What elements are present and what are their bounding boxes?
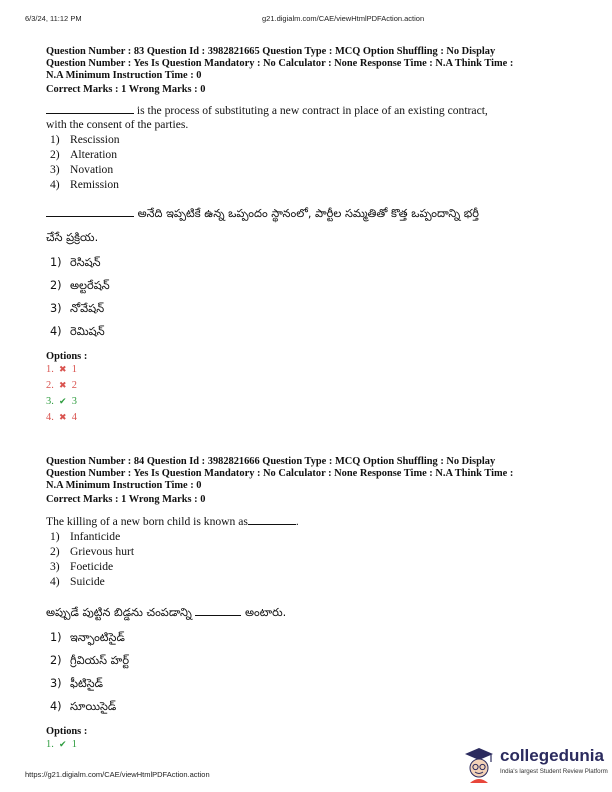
option-item: 3) Foeticide [50,560,114,573]
logo-tagline: India's largest Student Review Platform [500,768,608,775]
answer-option: 1. ✖ 1 [46,362,576,378]
question-stem-telugu [46,202,576,250]
options-telugu [46,627,576,718]
stem-text: అంటారు. [241,606,287,619]
meta-line: Question Number : Yes Is Question Mandatory : No Calculator : None Response Time : N.A Think Time : [46,468,514,479]
stem-text: is the process of substituting a new contract in place of an existing contract, [134,104,488,117]
stem-text: with the consent of the parties. [46,118,189,131]
option-item: 3) ఫీటిసైడ్ [50,677,104,690]
answer-option: 3. ✔ 3 [46,394,576,410]
option-item: 4) సూయిసైడ్ [50,700,117,713]
question-84 [46,456,576,753]
check-icon: ✔ [59,740,67,750]
meta-line: N.A Minimum Instruction Time : 0 [46,480,202,491]
graduate-mascot-icon [462,744,496,784]
answer-option: 4. ✖ 4 [46,410,576,426]
option-item: 2) Grievous hurt [50,545,135,558]
option-item: 4) రెమిషన్ [50,325,105,338]
option-item: 1) Infanticide [50,530,121,543]
print-page-title: g21.digialm.com/CAE/viewHtmlPDFAction.action [262,14,425,23]
print-footer-url: https://g21.digialm.com/CAE/viewHtmlPDFAction.action [25,770,210,779]
meta-line: Question Number : 84 Question Id : 3982821666 Question Type : MCQ Option Shuffling : No Display [46,456,496,467]
question-83 [46,46,576,426]
collegedunia-logo [462,742,612,790]
question-stem-english [46,515,576,529]
stem-text: చేసే ప్రక్రియ. [46,231,99,244]
answer-blank [46,104,134,114]
option-item: 4) Suicide [50,575,105,588]
marks-info: Correct Marks : 1 Wrong Marks : 0 [46,84,206,95]
meta-line: Question Number : 83 Question Id : 3982821665 Question Type : MCQ Option Shuffling : No Display [46,46,496,57]
check-icon: ✔ [59,397,67,407]
answer-blank [195,606,241,616]
option-item: 3) నోవేషన్ [50,302,105,315]
meta-line: N.A Minimum Instruction Time : 0 [46,70,202,81]
options-telugu [46,252,576,343]
option-item: 2) గ్రీవియస్ హర్ట్ [50,654,130,667]
option-item: 1) ఇన్ఫాంటిసైడ్ [50,631,125,644]
option-item: 2) అల్టరేషన్ [50,279,110,292]
question-meta [46,46,576,82]
options-heading: Options : [46,726,88,737]
options-english [46,132,576,192]
answer-blank [248,515,296,525]
logo-wordmark: collegedunia [500,746,604,765]
answer-option: 1. ✔ 1 [46,737,576,753]
question-stem-telugu [46,601,576,625]
option-item: 1) రెసిషన్ [50,256,101,269]
answer-key [46,362,576,426]
option-item: 2) Alteration [50,148,118,161]
answer-blank [46,207,134,217]
answer-option: 2. ✖ 2 [46,378,576,394]
stem-text: అనేది ఇప్పటికే ఉన్న ఒప్పందం స్థానంలో, పార్టీల సమ్మతితో కొత్త ఒప్పందాన్ని భర్తీ [134,207,479,220]
question-meta [46,456,576,492]
cross-icon: ✖ [59,365,67,375]
question-stem-english [46,104,576,132]
stem-text: . [295,515,299,528]
print-datetime: 6/3/24, 11:12 PM [25,14,82,23]
options-english [46,529,576,589]
stem-text: అప్పుడే పుట్టిన బిడ్డను చంపడాన్ని [46,606,196,619]
cross-icon: ✖ [59,381,67,391]
stem-text: The killing of a new born child is known as [46,515,248,528]
meta-line: Question Number : Yes Is Question Mandatory : No Calculator : None Response Time : N.A Think Time : [46,58,514,69]
marks-info: Correct Marks : 1 Wrong Marks : 0 [46,494,206,505]
option-item: 3) Novation [50,163,114,176]
options-heading: Options : [46,351,88,362]
option-item: 1) Rescission [50,133,120,146]
cross-icon: ✖ [59,413,67,423]
option-item: 4) Remission [50,178,119,191]
